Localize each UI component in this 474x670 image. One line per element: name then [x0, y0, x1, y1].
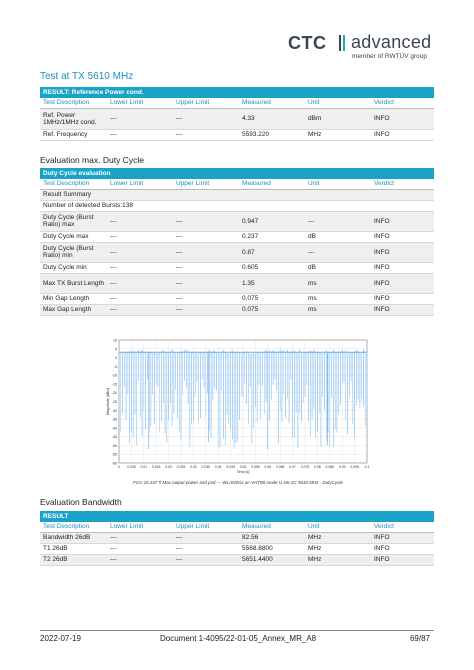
cell: --- — [173, 262, 239, 273]
cell: 5651.4400 — [239, 554, 305, 565]
cell: --- — [173, 273, 239, 293]
col-header: Unit — [305, 522, 371, 532]
x-tick-label: 0.06 — [264, 465, 272, 469]
x-tick-label: 0.05 — [239, 465, 247, 469]
cell: --- — [107, 242, 173, 262]
cell: dBm — [305, 108, 371, 129]
logo-advanced-text: advanced — [351, 32, 432, 52]
cell: --- — [305, 242, 371, 262]
duty-cycle-chart — [104, 335, 372, 491]
cell: --- — [173, 293, 239, 304]
cell: --- — [107, 231, 173, 242]
cell: INFO — [371, 129, 434, 140]
cell: MHz — [305, 129, 371, 140]
cell: 5568.8800 — [239, 543, 305, 554]
cell: Max Gap Length — [40, 304, 107, 315]
col-header: Upper Limit — [173, 98, 239, 108]
cell: ms — [305, 304, 371, 315]
y-tick-label: -45 — [111, 435, 117, 440]
y-tick-label: -50 — [111, 443, 117, 448]
cell: 4.33 — [239, 108, 305, 129]
cell: Duty Cycle (Burst Ratio) max — [40, 211, 107, 231]
cell: INFO — [371, 293, 434, 304]
table-row — [40, 554, 434, 565]
col-header: Test Description — [40, 522, 107, 532]
x-tick-label: 0.03 — [190, 465, 197, 469]
x-axis-label: Time [s] — [236, 470, 250, 474]
x-tick-label: 0.1 — [364, 465, 370, 469]
y-tick-label: 0 — [115, 356, 117, 361]
table-row — [40, 293, 434, 304]
col-header: Lower Limit — [107, 98, 173, 108]
cell: INFO — [371, 262, 434, 273]
table-duty-cycle — [40, 168, 434, 316]
x-tick-label: 0.02 — [165, 465, 172, 469]
y-tick-label: -10 — [111, 373, 117, 378]
table-row — [40, 304, 434, 315]
chart-caption: FCC 15.247 # Max output power and psd — WLAN5Gx ac-VHT80 mode U-NII-2C 5610 MHz - DutyCycle — [133, 480, 343, 485]
cell: Ref. Frequency — [40, 129, 107, 140]
cell: Duty Cycle max — [40, 231, 107, 242]
col-header: Upper Limit — [173, 179, 239, 189]
cell: 1.35 — [239, 273, 305, 293]
cell: --- — [107, 554, 173, 565]
y-tick-label: -5 — [113, 364, 117, 369]
x-tick-label: 0.09 — [338, 465, 346, 469]
y-tick-label: -25 — [111, 400, 117, 404]
x-tick-label: 0.085 — [325, 465, 335, 469]
y-tick-label: -35 — [111, 417, 117, 422]
table-row — [40, 231, 434, 242]
x-tick-label: 0.055 — [251, 465, 260, 469]
y-tick-label: -40 — [111, 426, 117, 431]
col-header: Test Description — [40, 179, 107, 189]
cell: Min Gap Length — [40, 293, 107, 304]
x-tick-label: 0.035 — [201, 465, 211, 469]
table-row — [40, 273, 434, 293]
x-tick-label: 0.005 — [127, 465, 136, 469]
section-title-duty-cycle: Evaluation max. Duty Cycle — [40, 155, 144, 165]
table-caption: RESULT — [40, 511, 434, 522]
cell: MHz — [305, 554, 371, 565]
cell: INFO — [371, 231, 434, 242]
table-row — [40, 532, 434, 543]
table-row — [40, 189, 434, 200]
x-tick-label: 0 — [118, 465, 120, 469]
col-header: Unit — [305, 98, 371, 108]
cell: 0.075 — [239, 304, 305, 315]
y-tick-label: -55 — [111, 452, 117, 457]
cell: --- — [173, 242, 239, 262]
table-row — [40, 108, 434, 129]
cell: Bandwidth 26dB — [40, 532, 107, 543]
y-tick-label: -20 — [111, 391, 117, 396]
cell: --- — [173, 129, 239, 140]
x-tick-label: 0.075 — [300, 465, 310, 469]
cell: --- — [107, 304, 173, 315]
footer-page-number: 69/87 — [409, 634, 430, 643]
cell: INFO — [371, 273, 434, 293]
cell: --- — [173, 304, 239, 315]
cell: 0.87 — [239, 242, 305, 262]
x-tick-label: 0.015 — [151, 465, 161, 469]
cell: --- — [107, 532, 173, 543]
cell: INFO — [371, 554, 434, 565]
col-header: Verdict — [371, 98, 434, 108]
logo-subtitle: member of RWTÜV group — [352, 53, 428, 60]
cell: INFO — [371, 532, 434, 543]
table-row — [40, 242, 434, 262]
col-header: Upper Limit — [173, 522, 239, 532]
x-tick-label: 0.025 — [176, 465, 186, 469]
col-header: Unit — [305, 179, 371, 189]
col-header: Verdict — [371, 522, 434, 532]
x-tick-label: 0.08 — [314, 465, 321, 469]
section-title-bandwidth: Evaluation Bandwidth — [40, 497, 122, 507]
col-header: Test Description — [40, 98, 107, 108]
y-tick-label: -15 — [111, 382, 117, 387]
cell: --- — [173, 108, 239, 129]
cell: --- — [107, 293, 173, 304]
cell: --- — [107, 273, 173, 293]
col-header: Measured — [239, 179, 305, 189]
col-header: Measured — [239, 98, 305, 108]
cell: 5593.220 — [239, 129, 305, 140]
bursts-count-label: Number of detected Bursts:138 — [40, 200, 434, 211]
cell: ms — [305, 273, 371, 293]
cell: INFO — [371, 543, 434, 554]
cell: --- — [107, 129, 173, 140]
cell: Ref. Power 1MHz/1MHz cond. — [40, 108, 107, 129]
cell: INFO — [371, 304, 434, 315]
table-row — [40, 200, 434, 211]
table-row — [40, 211, 434, 231]
y-tick-label: 5 — [115, 347, 117, 352]
table-row — [40, 262, 434, 273]
cell: --- — [173, 211, 239, 231]
table-bandwidth — [40, 511, 434, 566]
logo-ctc-text: CTC — [288, 33, 327, 53]
cell: INFO — [371, 108, 434, 129]
y-tick-label: -60 — [111, 461, 117, 466]
table-reference-power — [40, 87, 434, 141]
cell: 0.075 — [239, 293, 305, 304]
x-tick-label: 0.095 — [350, 465, 359, 469]
cell: T1 26dB — [40, 543, 107, 554]
y-axis-label: Magnitude [dBm] — [106, 387, 110, 416]
table-caption: RESULT: Reference Power cond. — [40, 87, 434, 98]
cell: 0.947 — [239, 211, 305, 231]
footer-date: 2022-07-19 — [40, 634, 81, 643]
cell: --- — [173, 554, 239, 565]
footer-document-id: Document 1-4095/22-01-05_Annex_MR_A8 — [160, 634, 317, 643]
cell: INFO — [371, 242, 434, 262]
page-footer — [40, 630, 434, 650]
x-tick-label: 0.04 — [214, 465, 222, 469]
company-logo — [288, 33, 438, 65]
x-tick-label: 0.01 — [140, 465, 148, 469]
cell: MHz — [305, 543, 371, 554]
logo-divider-bars — [339, 35, 346, 51]
result-summary-label: Result Summary — [40, 189, 434, 200]
cell: Duty Cycle min — [40, 262, 107, 273]
y-tick-label: 10 — [113, 338, 117, 343]
cell: MHz — [305, 532, 371, 543]
cell: --- — [173, 532, 239, 543]
cell: --- — [107, 262, 173, 273]
cell: 0.237 — [239, 231, 305, 242]
cell: INFO — [371, 211, 434, 231]
cell: --- — [107, 543, 173, 554]
col-header: Measured — [239, 522, 305, 532]
cell: T2 26dB — [40, 554, 107, 565]
col-header: Verdict — [371, 179, 434, 189]
cell: --- — [305, 211, 371, 231]
cell: dB — [305, 262, 371, 273]
cell: 82.56 — [239, 532, 305, 543]
section-title-test-tx: Test at TX 5610 MHz — [40, 71, 134, 82]
col-header: Lower Limit — [107, 179, 173, 189]
table-caption: Duty Cycle evaluation — [40, 168, 434, 179]
cell: Max TX Burst Length — [40, 273, 107, 293]
x-tick-label: 0.07 — [289, 465, 296, 469]
cell: --- — [107, 211, 173, 231]
y-tick-label: -30 — [111, 408, 117, 413]
cell: 0.605 — [239, 262, 305, 273]
cell: --- — [173, 543, 239, 554]
cell: ms — [305, 293, 371, 304]
cell: --- — [107, 108, 173, 129]
cell: --- — [173, 231, 239, 242]
x-tick-label: 0.045 — [226, 465, 235, 469]
cell: dB — [305, 231, 371, 242]
col-header: Lower Limit — [107, 522, 173, 532]
duty-cycle-plot — [104, 335, 372, 475]
x-tick-label: 0.065 — [275, 465, 285, 469]
table-row — [40, 129, 434, 140]
table-row — [40, 543, 434, 554]
cell: Duty Cycle (Burst Ratio) min — [40, 242, 107, 262]
